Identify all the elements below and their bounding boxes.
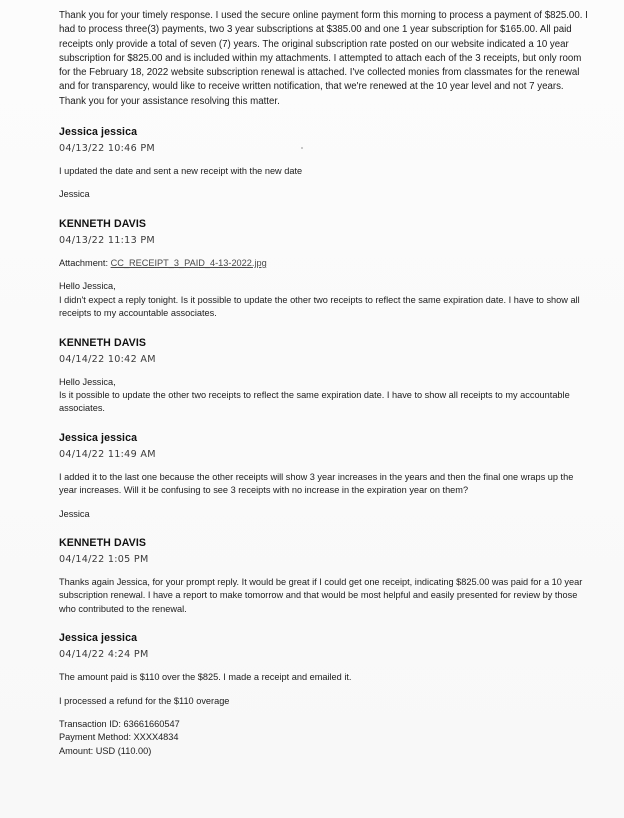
message-signature: Jessica — [59, 508, 90, 519]
message-body: I didn't expect a reply tonight. Is it possible to update the other two receipts to reflect the same expiration date. I have to show all receipts to my accountable associates. — [59, 294, 580, 319]
intro-paragraph: Thank you for your timely response. I used the secure online payment form this morning to process a payment of $825.00. I had to process three(3) payments, two 3 year subscriptions at $385.00 and one 1 year subscription for $165.00. All paid receipts only provide a total of seven (7) years. The original subscription rate posted on our website indicated a 10 year subscription for $825.00 and is included within my attachments. I attempted to attach each of the 3 receipts, but only room for the February 18, 2022 website subscription renewal is attached. I've collected monies from classmates for the renewal and for transparency, would like to receive written notification, that we're renewed at the 10 year level and not 7 years. Thank you for your assistance resolving this matter. — [59, 10, 588, 107]
message — [59, 537, 588, 616]
transaction-id: Transaction ID: 63661660547 — [59, 718, 180, 729]
message — [59, 218, 588, 321]
message-timestamp: 04/14/22 11:49 AM — [59, 448, 156, 460]
message-greeting: Hello Jessica, — [59, 376, 116, 387]
scan-speck — [301, 147, 303, 149]
message — [59, 337, 588, 416]
refund-amount: Amount: USD (110.00) — [59, 745, 152, 756]
attachment-label: Attachment: — [59, 257, 109, 268]
attachment-line — [59, 257, 588, 270]
message-author: Jessica jessica — [59, 431, 138, 444]
message-body: I added it to the last one because the other receipts will show 3 year increases in the years and then the final one wraps up the year increases. Will it be confusing to see 3 receipts with no increase in the expiration year on them? — [59, 471, 574, 496]
message-body: The amount paid is $110 over the $825. I made a receipt and emailed it. — [59, 672, 352, 683]
message-refund-note: I processed a refund for the $110 overage — [59, 695, 230, 706]
message-timestamp: 04/14/22 4:24 PM — [59, 649, 149, 661]
message-timestamp: 04/13/22 11:13 PM — [59, 234, 155, 246]
message — [59, 432, 588, 521]
message-timestamp: 04/14/22 1:05 PM — [59, 553, 149, 565]
message-body: I updated the date and sent a new receipt with the new date — [59, 166, 303, 177]
message-author: KENNETH DAVIS — [59, 536, 147, 549]
attachment-link[interactable]: CC_RECEIPT_3_PAID_4-13-2022.jpg — [110, 257, 267, 268]
message-timestamp: 04/13/22 10:46 PM — [59, 143, 155, 155]
message-author: Jessica jessica — [59, 126, 138, 139]
message-greeting: Hello Jessica, — [59, 281, 116, 292]
message-signature: Jessica — [59, 189, 90, 200]
message — [59, 126, 588, 202]
message-timestamp: 04/14/22 10:42 AM — [59, 353, 156, 365]
message-author: Jessica jessica — [59, 632, 138, 645]
message-body: Is it possible to update the other two receipts to reflect the same expiration date. I have to show all receipts to my accountable associates. — [59, 389, 570, 414]
message-author: KENNETH DAVIS — [59, 336, 147, 349]
message-author: KENNETH DAVIS — [59, 217, 147, 230]
message — [59, 632, 588, 758]
payment-method: Payment Method: XXXX4834 — [59, 732, 179, 743]
message-body: Thanks again Jessica, for your prompt reply. It would be great if I could get one receipt, indicating $825.00 was paid for a 10 year subscription renewal. I have a report to make tomorrow and that would be most helpful and easily presented for review by those who contributed to the renewal. — [59, 576, 583, 614]
